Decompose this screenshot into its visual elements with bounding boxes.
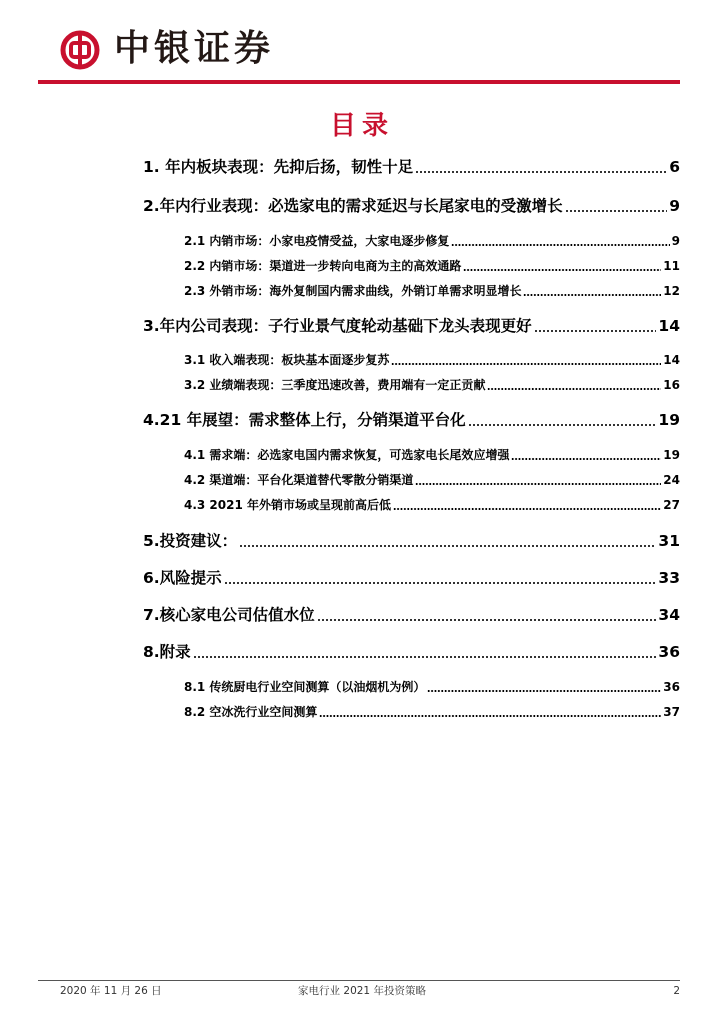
- toc-entry-page: 34: [658, 606, 680, 624]
- toc-leader-dots: [451, 244, 669, 246]
- toc-entry-title: 2.2 内销市场：渠道进一步转向电商为主的高效通路: [184, 259, 462, 273]
- toc-entry-title: 7.核心家电公司估值水位: [143, 606, 315, 624]
- toc-entry-3-1[interactable]: [184, 351, 680, 369]
- footer-page-number: 2: [673, 985, 680, 997]
- toc-leader-dots: [415, 483, 661, 485]
- toc-entry-page: 11: [663, 259, 680, 273]
- toc-entry-page: 12: [663, 284, 680, 298]
- toc-entry-page: 31: [658, 532, 680, 550]
- toc-leader-dots: [534, 330, 657, 332]
- toc-entry-2-2[interactable]: [184, 257, 680, 275]
- toc-entry-3[interactable]: [143, 315, 680, 337]
- toc-entry-title: 4.2 渠道端：平台化渠道替代零散分销渠道: [184, 473, 414, 487]
- toc-entry-title: 3.年内公司表现：子行业景气度轮动基础下龙头表现更好: [143, 317, 532, 335]
- toc-entry-title: 3.2 业绩端表现：三季度迅速改善，费用端有一定正贡献: [184, 378, 486, 392]
- footer-rule: [38, 980, 680, 981]
- toc-entry-2[interactable]: [143, 195, 680, 217]
- toc-leader-dots: [319, 715, 661, 717]
- toc-leader-dots: [565, 210, 668, 212]
- header-rule: [38, 80, 680, 84]
- toc-entry-page: 16: [663, 378, 680, 392]
- toc-entry-1[interactable]: [143, 156, 680, 178]
- toc-entry-page: 27: [663, 498, 680, 512]
- toc-entry-2-3[interactable]: [184, 282, 680, 300]
- toc-entry-page: 33: [658, 569, 680, 587]
- toc-leader-dots: [317, 619, 657, 621]
- toc-entry-4-1[interactable]: [184, 446, 680, 464]
- toc-entry-5[interactable]: [143, 530, 680, 552]
- toc-leader-dots: [415, 171, 667, 173]
- toc-entry-page: 24: [663, 473, 680, 487]
- toc-entry-title: 2.1 内销市场：小家电疫情受益，大家电逐步修复: [184, 234, 450, 248]
- toc-entry-title: 3.1 收入端表现：板块基本面逐步复苏: [184, 353, 390, 367]
- toc-leader-dots: [193, 656, 657, 658]
- toc-entry-2-1[interactable]: [184, 232, 680, 250]
- toc-entry-page: 19: [658, 411, 680, 429]
- toc-entry-page: 36: [658, 643, 680, 661]
- toc-entry-title: 5.投资建议：: [143, 532, 238, 550]
- bank-of-china-logo-icon: [60, 30, 100, 70]
- toc-leader-dots: [427, 690, 661, 692]
- toc-entry-title: 1. 年内板块表现：先抑后扬，韧性十足: [143, 158, 414, 176]
- toc-entry-title: 2.年内行业表现：必选家电的需求延迟与长尾家电的受激增长: [143, 197, 563, 215]
- toc-entry-page: 14: [663, 353, 680, 367]
- toc-entry-page: 19: [663, 448, 680, 462]
- toc-entry-title: 4.1 需求端：必选家电国内需求恢复，可选家电长尾效应增强: [184, 448, 510, 462]
- toc-entry-title: 4.21 年展望：需求整体上行，分销渠道平台化: [143, 411, 466, 429]
- toc-leader-dots: [393, 508, 661, 510]
- toc-title: 目录: [329, 111, 394, 141]
- toc-entry-page: 9: [671, 234, 680, 248]
- toc-leader-dots: [523, 294, 661, 296]
- toc-entry-8-2[interactable]: [184, 703, 680, 721]
- toc-entry-4[interactable]: [143, 409, 680, 431]
- toc-entry-page: 36: [663, 680, 680, 694]
- toc-entry-6[interactable]: [143, 567, 680, 589]
- toc-leader-dots: [468, 424, 657, 426]
- toc-leader-dots: [391, 363, 661, 365]
- footer-date: 2020 年 11 月 26 日: [60, 985, 162, 997]
- brand-name: 中银证券: [114, 27, 275, 69]
- toc-entry-page: 37: [663, 705, 680, 719]
- toc-entry-page: 14: [658, 317, 680, 335]
- toc-entry-4-3[interactable]: [184, 496, 680, 514]
- toc-entry-4-2[interactable]: [184, 471, 680, 489]
- page-header: [0, 0, 724, 90]
- toc-entry-7[interactable]: [143, 604, 680, 626]
- toc-entry-title: 8.附录: [143, 643, 191, 661]
- footer-report-title: 家电行业 2021 年投资策略: [298, 985, 426, 997]
- toc-entry-3-2[interactable]: [184, 376, 680, 394]
- toc-entry-8-1[interactable]: [184, 678, 680, 696]
- toc-entry-page: 9: [669, 197, 680, 215]
- toc-leader-dots: [224, 582, 657, 584]
- toc-entry-title: 2.3 外销市场：海外复制国内需求曲线，外销订单需求明显增长: [184, 284, 522, 298]
- toc-leader-dots: [463, 269, 661, 271]
- toc-entry-title: 6.风险提示: [143, 569, 222, 587]
- toc-entry-8[interactable]: [143, 641, 680, 663]
- toc-leader-dots: [239, 545, 656, 547]
- toc-leader-dots: [487, 388, 661, 390]
- toc-entry-title: 4.3 2021 年外销市场或呈现前高后低: [184, 498, 392, 512]
- toc-entry-title: 8.2 空冰洗行业空间测算: [184, 705, 318, 719]
- toc-entry-page: 6: [669, 158, 680, 176]
- toc-entry-title: 8.1 传统厨电行业空间测算（以油烟机为例）: [184, 680, 426, 694]
- toc-leader-dots: [511, 458, 661, 460]
